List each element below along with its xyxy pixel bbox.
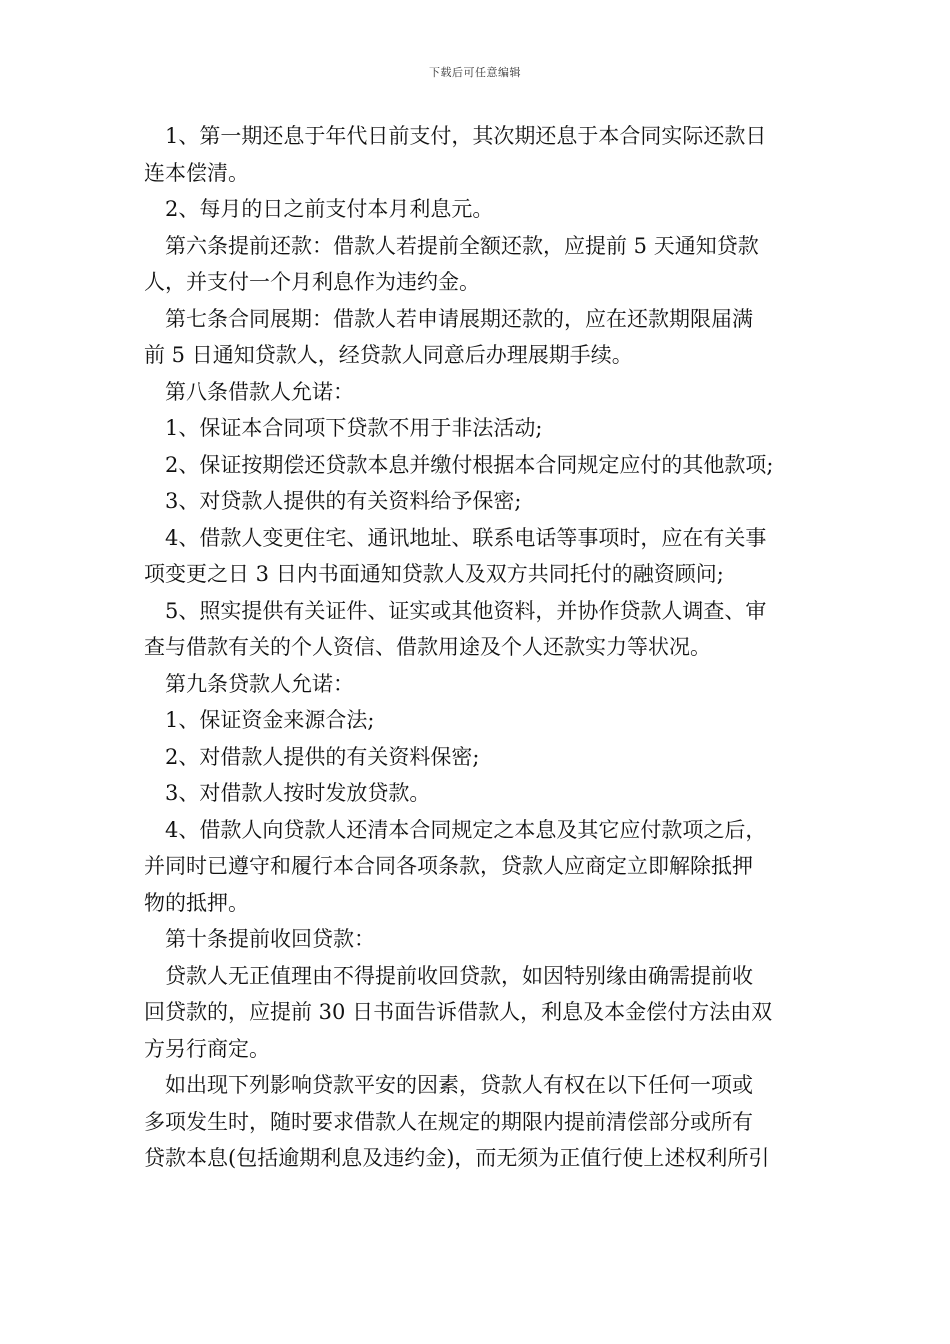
text-line: 1、保证本合同项下贷款不用于非法活动;	[144, 416, 543, 440]
text-line: 第八条借款人允诺：	[144, 379, 354, 404]
text-line: 2、保证按期偿还贷款本息并缴付根据本合同规定应付的其他款项;	[144, 452, 774, 477]
text-line: 第六条提前还款：借款人若提前全额还款，应提前 5 天通知贷款	[144, 233, 759, 258]
text-line: 人，并支付一个月利息作为违约金。	[144, 270, 480, 294]
paragraph	[144, 1067, 809, 1177]
text-line: 回贷款的，应提前 30 日书面告诉借款人，利息及本金偿付方法由双	[144, 1000, 773, 1024]
text-line: 贷款人无正值理由不得提前收回贷款，如因特别缘由确需提前收	[144, 963, 753, 988]
paragraph	[144, 191, 809, 228]
text-line: 1、第一期还息于年代日前支付，其次期还息于本合同实际还款日	[144, 124, 767, 148]
paragraph	[144, 958, 809, 1068]
paragraph	[144, 921, 809, 958]
text-line: 3、对贷款人提供的有关资料给予保密;	[144, 489, 522, 513]
text-line: 方另行商定。	[144, 1036, 270, 1061]
text-line: 2、对借款人提供的有关资料保密;	[144, 744, 480, 769]
paragraph	[144, 702, 809, 739]
text-line: 连本偿清。	[144, 160, 249, 185]
text-line: 4、借款人变更住宅、通讯地址、联系电话等事项时，应在有关事	[144, 525, 767, 550]
text-line: 5、照实提供有关证件、证实或其他资料，并协作贷款人调查、审	[144, 598, 767, 623]
document-body	[144, 118, 809, 1177]
text-line: 4、借款人向贷款人还清本合同规定之本息及其它应付款项之后，	[144, 817, 767, 842]
text-line: 贷款本息(包括逾期利息及违约金)，而无须为正值行使上述权利所引	[144, 1146, 770, 1170]
text-line: 多项发生时，随时要求借款人在规定的期限内提前清偿部分或所有	[144, 1109, 753, 1134]
text-line: 3、对借款人按时发放贷款。	[144, 781, 431, 805]
paragraph	[144, 775, 809, 812]
page-header: 下载后可任意编辑	[429, 66, 521, 79]
text-line: 并同时已遵守和履行本合同各项条款，贷款人应商定立即解除抵押	[144, 854, 753, 878]
text-line: 如出现下列影响贷款平安的因素，贷款人有权在以下任何一项或	[144, 1073, 753, 1097]
text-line: 1、保证资金来源合法;	[144, 708, 375, 732]
paragraph	[144, 447, 809, 484]
text-line: 查与借款有关的个人资信、借款用途及个人还款实力等状况。	[144, 635, 711, 659]
text-line: 项变更之日 3 日内书面通知贷款人及双方共同托付的融资顾问;	[144, 562, 724, 586]
paragraph	[144, 739, 809, 776]
paragraph	[144, 593, 809, 666]
text-line: 2、每月的日之前支付本月利息元。	[144, 197, 494, 221]
paragraph	[144, 301, 809, 374]
paragraph	[144, 374, 809, 411]
paragraph	[144, 228, 809, 301]
paragraph	[144, 520, 809, 593]
text-line: 第七条合同展期：借款人若申请展期还款的，应在还款期限届满	[144, 306, 753, 331]
paragraph	[144, 118, 809, 191]
text-line: 第十条提前收回贷款：	[144, 927, 375, 951]
text-line: 第九条贷款人允诺：	[144, 671, 354, 696]
paragraph	[144, 410, 809, 447]
paragraph	[144, 666, 809, 703]
text-line: 前 5 日通知贷款人，经贷款人同意后办理展期手续。	[144, 343, 633, 367]
paragraph	[144, 812, 809, 922]
text-line: 物的抵押。	[144, 890, 249, 915]
paragraph	[144, 483, 809, 520]
